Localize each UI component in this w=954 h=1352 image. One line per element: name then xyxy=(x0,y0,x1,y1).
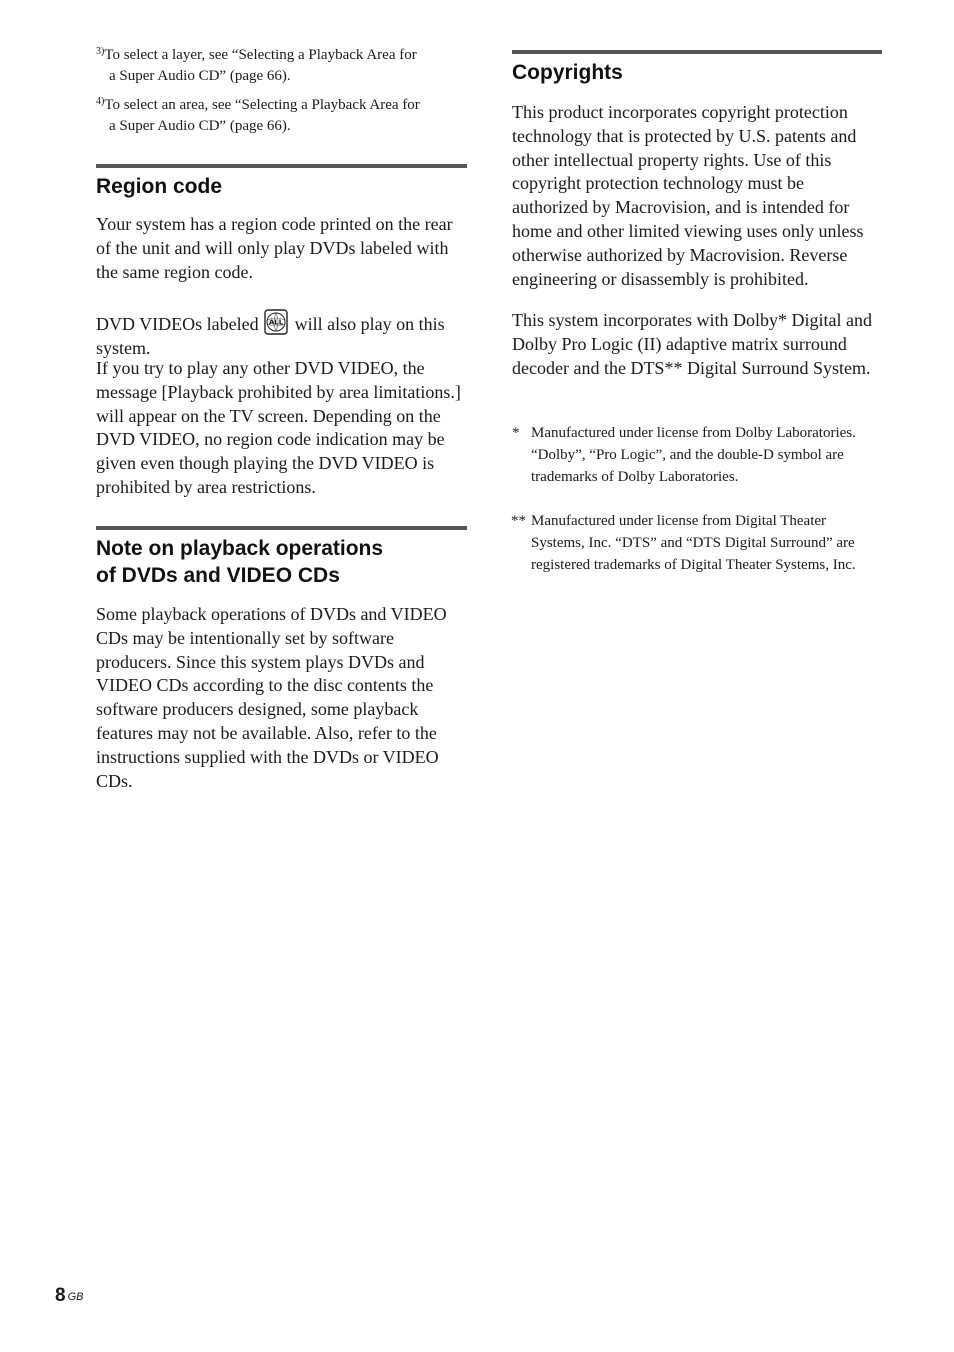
footnote-mark: * xyxy=(512,425,520,441)
footnote-number: 4) xyxy=(96,96,105,107)
page-number-value: 8 xyxy=(55,1285,66,1306)
section-rule xyxy=(96,164,467,168)
playback-note-heading xyxy=(96,535,467,589)
playback-note-heading-line2: of DVDs and VIDEO CDs xyxy=(96,564,340,587)
playback-note-heading-line1: Note on playback operations xyxy=(96,537,384,560)
page-number xyxy=(55,1284,83,1308)
footnote-dolby-line1: Manufactured under license from Dolby Laboratories. xyxy=(531,425,856,441)
region-paragraph-1: Your system has a region code printed on the rear of the unit and will only play DVDs labeled with the same region code. xyxy=(96,214,453,282)
section-rule xyxy=(96,526,467,530)
footnote-dolby xyxy=(512,423,883,511)
footnote-text: To select a layer, see “Selecting a Playback Area for xyxy=(104,47,417,63)
playback-note-paragraph: Some playback operations of DVDs and VIDEO CDs may be intentionally set by software producers. Since this system plays DVDs and VIDEO CDs according to the disc contents the software producers designed, some playback features may not be available. Also, refer to the instructions supplied with the DVDs or VIDEO CDs. xyxy=(96,604,447,791)
region-text-before-icon: DVD VIDEOs labeled xyxy=(96,314,259,334)
copyrights-paragraph-1: This product incorporates copyright protection technology that is protected by U.S. patents and other intellectual property rights. Use of this copyright protection technology must be authorized by Macrovision, and is intended for home and other limited viewing uses only unless otherwise authorized by Macrovision. Reverse engineering or disassembly is prohibited. xyxy=(512,102,864,289)
footnote-dts xyxy=(512,511,883,601)
footnote-4 xyxy=(96,95,467,137)
region-text-after-icon: will also play on this system. xyxy=(96,314,445,358)
footnote-text-cont: a Super Audio CD” (page 66). xyxy=(109,68,291,84)
footnote-mark: ** xyxy=(511,513,526,529)
region-all-icon xyxy=(264,309,288,335)
region-code-heading: Region code xyxy=(96,175,223,198)
section-rule xyxy=(512,50,882,54)
copyrights-heading: Copyrights xyxy=(512,61,623,84)
footnote-dolby-line2: “Dolby”, “Pro Logic”, and the double-D symbol are trademarks of Dolby Laboratories. xyxy=(531,446,844,485)
region-paragraph-2 xyxy=(96,309,467,361)
footnote-text: To select an area, see “Selecting a Playback Area for xyxy=(104,97,420,113)
footnote-text-cont: a Super Audio CD” (page 66). xyxy=(109,118,291,134)
footnote-3 xyxy=(96,45,467,87)
page-number-suffix: GB xyxy=(67,1291,84,1303)
region-paragraph-3: If you try to play any other DVD VIDEO, the message [Playback prohibited by area limitations.] will appear on the TV screen. Depending on the DVD VIDEO, no region code indication may be given even though playing the DVD VIDEO is prohibited by area restrictions. xyxy=(96,358,461,497)
footnote-dts-text: Manufactured under license from Digital Theater Systems, Inc. “DTS” and “DTS Digital Surround” are registered trademarks of Digital Theater Systems, Inc. xyxy=(531,513,856,573)
footnote-number: 3) xyxy=(96,46,105,57)
footnote-dolby-text xyxy=(531,423,883,488)
region-icon-label: ALL xyxy=(268,318,284,327)
copyrights-paragraph-2: This system incorporates with Dolby* Digital and Dolby Pro Logic (II) adaptive matrix surround decoder and the DTS** Digital Surround System. xyxy=(512,310,872,378)
